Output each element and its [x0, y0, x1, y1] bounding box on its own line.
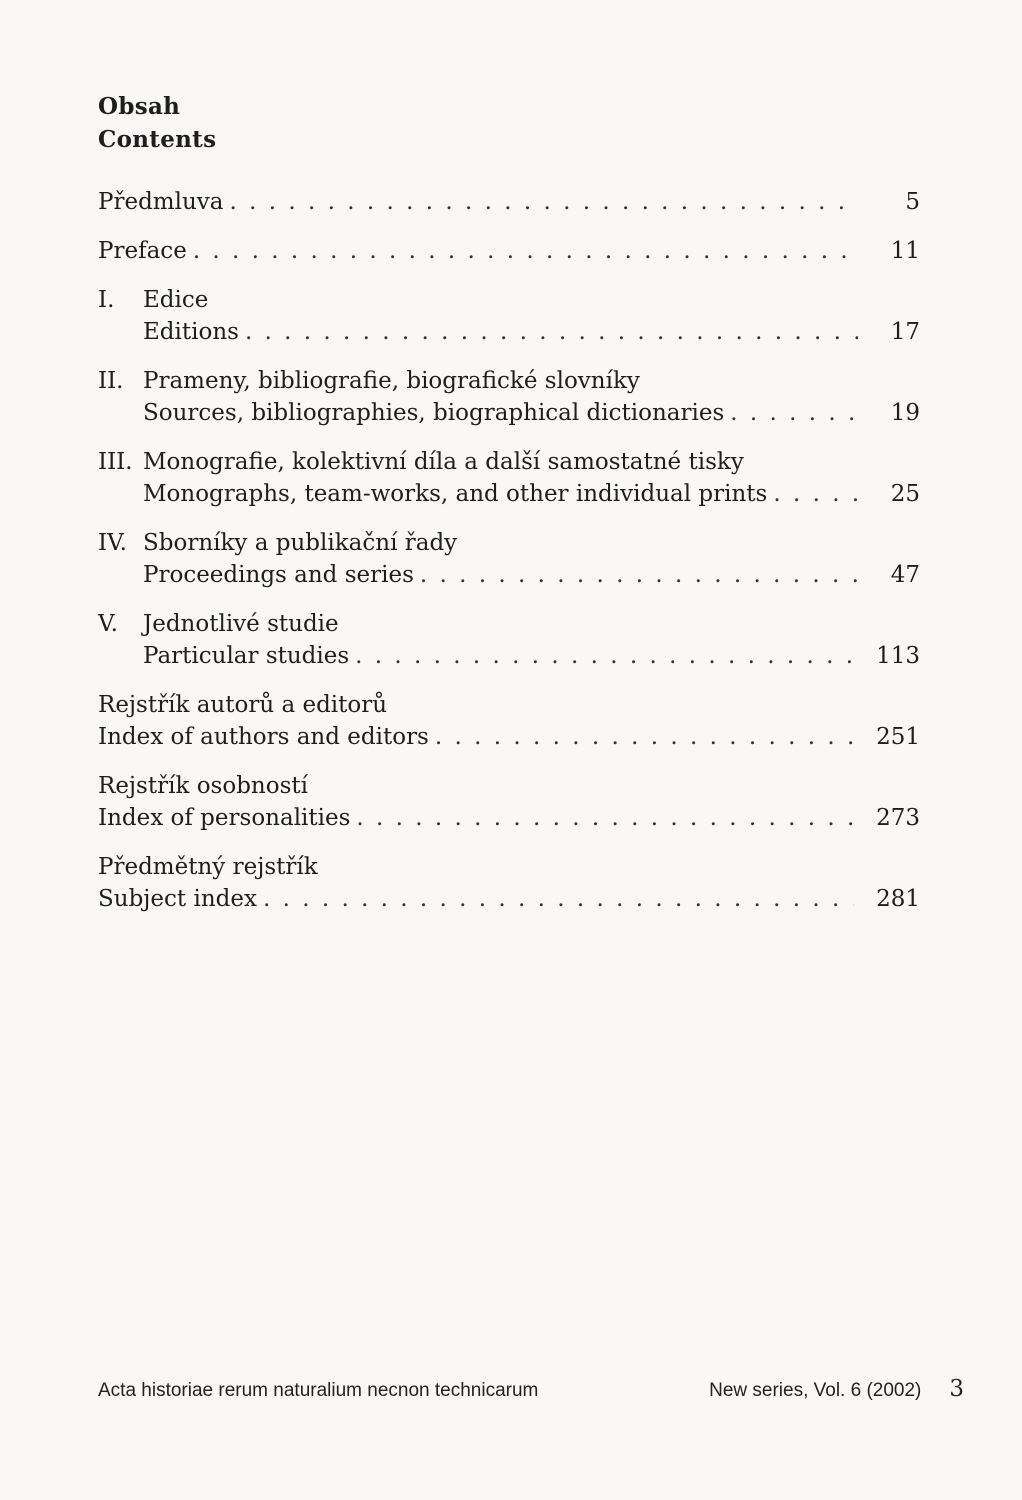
toc-entry-title: Proceedings and series	[143, 562, 414, 588]
toc-line	[98, 721, 920, 753]
toc-line	[98, 284, 920, 316]
chapter-numeral: I.	[98, 287, 115, 313]
toc-line	[98, 851, 920, 883]
page-number: 11	[890, 238, 920, 264]
dot-leader	[435, 721, 854, 753]
dot-leader	[420, 559, 858, 591]
toc-entry-title: Prameny, bibliografie, biografické slovníky	[143, 368, 640, 394]
dot-leader	[230, 186, 859, 218]
page-number: 17	[890, 319, 920, 345]
toc-entry	[98, 770, 920, 834]
toc-entry-title: Preface	[98, 238, 187, 264]
footer-page-number: 3	[949, 1376, 964, 1402]
contents-heading	[98, 90, 216, 156]
toc-entry-title: Předmětný rejstřík	[98, 854, 318, 880]
toc-entry	[98, 365, 920, 429]
dot-leader	[193, 235, 858, 267]
toc-entry	[98, 608, 920, 672]
table-of-contents	[98, 186, 920, 932]
toc-entry	[98, 851, 920, 915]
toc-entry-title: Rejstřík osobností	[98, 773, 308, 799]
toc-line	[98, 235, 920, 267]
toc-entry-title: Editions	[143, 319, 239, 345]
toc-entry-title: Index of personalities	[98, 805, 351, 831]
toc-line	[98, 559, 920, 591]
dot-leader	[730, 397, 858, 429]
page-number: 281	[876, 886, 920, 912]
toc-line	[98, 397, 920, 429]
footer-series-volume: New series, Vol. 6 (2002)	[709, 1380, 922, 1401]
chapter-numeral: V.	[98, 611, 118, 637]
toc-line	[98, 770, 920, 802]
toc-entry	[98, 689, 920, 753]
page-number: 47	[890, 562, 920, 588]
toc-entry-title: Monographs, team-works, and other individual prints	[143, 481, 768, 507]
dot-leader	[245, 316, 858, 348]
heading-czech: Obsah	[98, 93, 181, 120]
chapter-numeral: IV.	[98, 530, 127, 556]
dot-leader	[355, 640, 854, 672]
toc-entry-title: Monografie, kolektivní díla a další samostatné tisky	[143, 449, 744, 475]
toc-line	[98, 365, 920, 397]
toc-line	[98, 802, 920, 834]
toc-line	[98, 527, 920, 559]
toc-entry-title: Sborníky a publikační řady	[143, 530, 458, 556]
chapter-numeral: II.	[98, 368, 124, 394]
dot-leader	[773, 478, 858, 510]
toc-line	[98, 883, 920, 915]
dot-leader	[356, 802, 854, 834]
heading-english: Contents	[98, 126, 217, 153]
page-number: 25	[890, 481, 920, 507]
page-number: 19	[890, 400, 920, 426]
dot-leader	[263, 883, 854, 915]
toc-entry-title: Předmluva	[98, 189, 224, 215]
toc-line	[98, 640, 920, 672]
toc-line	[98, 446, 920, 478]
toc-entry-title: Edice	[143, 287, 209, 313]
toc-entry-title: Subject index	[98, 886, 257, 912]
chapter-numeral: III.	[98, 449, 133, 475]
footer-journal-title: Acta historiae rerum naturalium necnon technicarum	[98, 1380, 539, 1401]
toc-line	[98, 316, 920, 348]
page-number: 113	[876, 643, 920, 669]
page-number: 5	[905, 189, 920, 215]
toc-entry-title: Jednotlivé studie	[143, 611, 339, 637]
page-footer	[98, 1376, 964, 1402]
toc-entry-title: Index of authors and editors	[98, 724, 429, 750]
toc-entry	[98, 527, 920, 591]
toc-entry	[98, 284, 920, 348]
page-number: 273	[876, 805, 920, 831]
toc-entry-title: Sources, bibliographies, biographical dictionaries	[143, 400, 725, 426]
toc-entry-title: Particular studies	[143, 643, 350, 669]
toc-line	[98, 478, 920, 510]
toc-entry-title: Rejstřík autorů a editorů	[98, 692, 388, 718]
toc-line	[98, 608, 920, 640]
toc-entry	[98, 446, 920, 510]
page-number: 251	[876, 724, 920, 750]
toc-line	[98, 689, 920, 721]
toc-entry	[98, 186, 920, 218]
toc-entry	[98, 235, 920, 267]
toc-line	[98, 186, 920, 218]
